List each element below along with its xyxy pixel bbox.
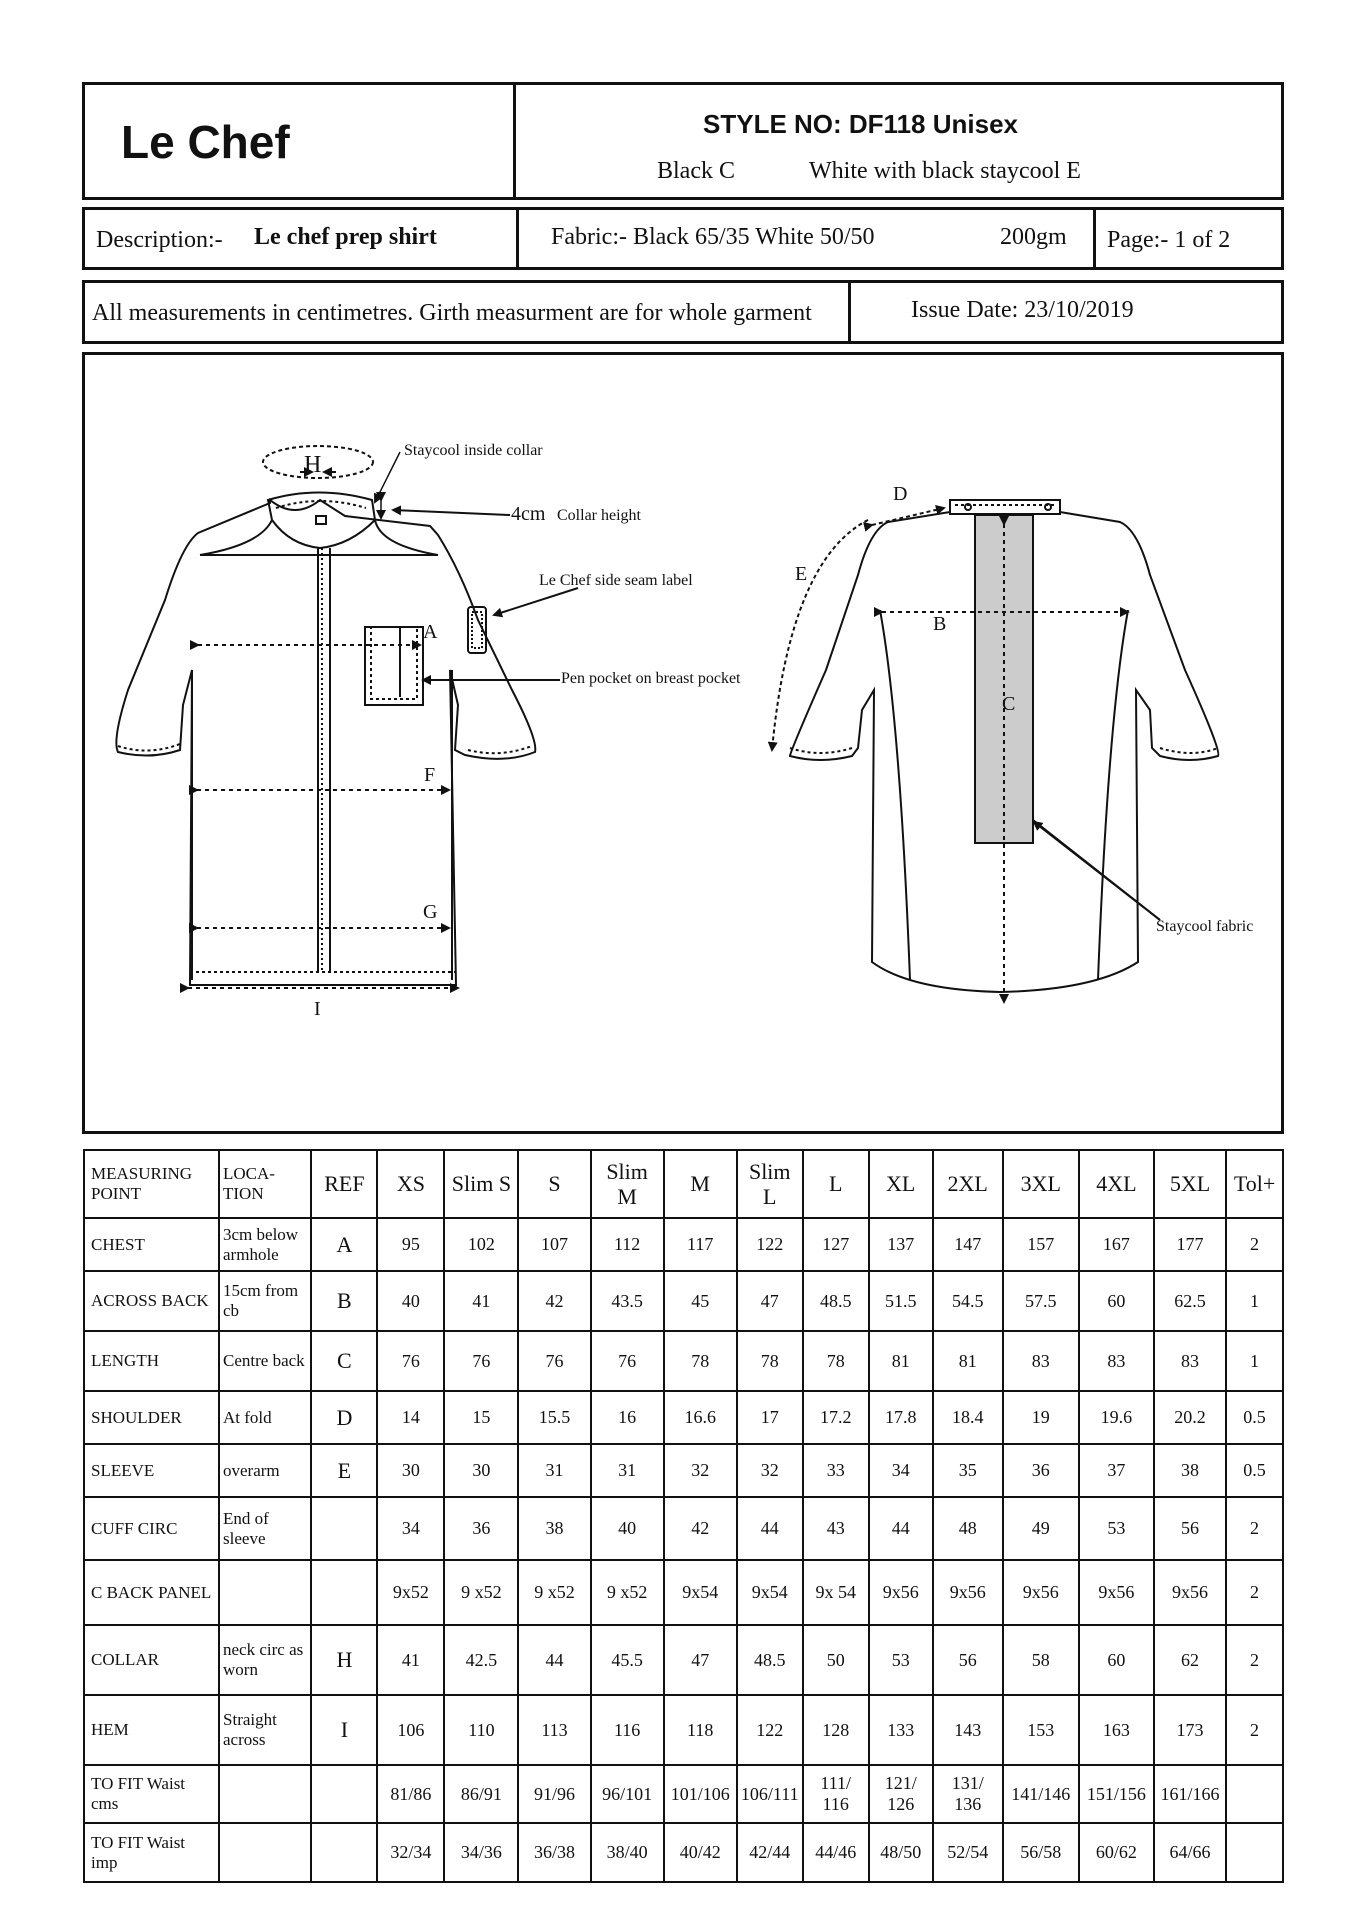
tolerance-cell: 0.5	[1226, 1444, 1283, 1497]
column-header: XL	[869, 1150, 933, 1218]
size-value-cell: 57.5	[1003, 1271, 1079, 1331]
tolerance-cell: 2	[1226, 1625, 1283, 1695]
tolerance-cell: 1	[1226, 1271, 1283, 1331]
location-cell: At fold	[219, 1391, 311, 1444]
size-value-cell: 40/42	[664, 1823, 737, 1882]
size-spec-table	[83, 1149, 1284, 1883]
ref-cell	[311, 1497, 377, 1560]
size-value-cell: 34/36	[444, 1823, 518, 1882]
table-header-row	[84, 1150, 1283, 1218]
size-value-cell: 37	[1079, 1444, 1154, 1497]
ref-cell: A	[311, 1218, 377, 1271]
column-header: Tol+	[1226, 1150, 1283, 1218]
size-value-cell: 113	[518, 1695, 590, 1765]
size-value-cell: 40	[377, 1271, 444, 1331]
description-value: Le chef prep shirt	[254, 224, 437, 250]
size-value-cell: 15	[444, 1391, 518, 1444]
tolerance-cell: 2	[1226, 1560, 1283, 1625]
size-value-cell: 9x56	[1079, 1560, 1154, 1625]
size-value-cell: 117	[664, 1218, 737, 1271]
size-value-cell: 16	[591, 1391, 664, 1444]
column-header: MEASURING POINT	[84, 1150, 219, 1218]
size-value-cell: 128	[803, 1695, 869, 1765]
size-value-cell: 32	[664, 1444, 737, 1497]
column-header: XS	[377, 1150, 444, 1218]
size-value-cell: 60	[1079, 1625, 1154, 1695]
size-value-cell: 32/34	[377, 1823, 444, 1882]
size-value-cell: 17	[737, 1391, 803, 1444]
size-value-cell: 81/86	[377, 1765, 444, 1823]
size-value-cell: 9x54	[737, 1560, 803, 1625]
size-value-cell: 48.5	[803, 1271, 869, 1331]
location-cell: Straight across	[219, 1695, 311, 1765]
size-value-cell: 157	[1003, 1218, 1079, 1271]
measuring-point-cell: HEM	[84, 1695, 219, 1765]
size-value-cell: 147	[933, 1218, 1003, 1271]
size-value-cell: 9x56	[1154, 1560, 1226, 1625]
column-header: 2XL	[933, 1150, 1003, 1218]
column-header: Slim L	[737, 1150, 803, 1218]
measuring-point-cell: TO FIT Waist imp	[84, 1823, 219, 1882]
table-row	[84, 1391, 1283, 1444]
ref-cell: H	[311, 1625, 377, 1695]
size-value-cell: 14	[377, 1391, 444, 1444]
size-value-cell: 116	[591, 1695, 664, 1765]
front-shirt	[116, 446, 578, 988]
size-value-cell: 131/ 136	[933, 1765, 1003, 1823]
size-value-cell: 41	[377, 1625, 444, 1695]
ref-label-b: B	[933, 613, 947, 635]
ref-cell: D	[311, 1391, 377, 1444]
size-value-cell: 62.5	[1154, 1271, 1226, 1331]
size-value-cell: 44/46	[803, 1823, 869, 1882]
label-staycool-collar: Staycool inside collar	[404, 442, 543, 459]
size-value-cell: 31	[591, 1444, 664, 1497]
table-row	[84, 1497, 1283, 1560]
tolerance-cell: 2	[1226, 1695, 1283, 1765]
size-value-cell: 76	[591, 1331, 664, 1391]
ref-label-g: G	[423, 901, 438, 923]
size-value-cell: 112	[591, 1218, 664, 1271]
measuring-point-cell: SLEEVE	[84, 1444, 219, 1497]
ref-label-i: I	[314, 998, 321, 1020]
tolerance-cell: 2	[1226, 1218, 1283, 1271]
measuring-point-cell: C BACK PANEL	[84, 1560, 219, 1625]
table-row	[84, 1271, 1283, 1331]
size-value-cell: 15.5	[518, 1391, 590, 1444]
size-value-cell: 19	[1003, 1391, 1079, 1444]
measuring-point-cell: SHOULDER	[84, 1391, 219, 1444]
location-cell: 3cm below armhole	[219, 1218, 311, 1271]
size-value-cell: 133	[869, 1695, 933, 1765]
column-header: Slim M	[591, 1150, 664, 1218]
size-value-cell: 42/44	[737, 1823, 803, 1882]
size-value-cell: 30	[444, 1444, 518, 1497]
size-value-cell: 41	[444, 1271, 518, 1331]
size-value-cell: 78	[803, 1331, 869, 1391]
size-value-cell: 34	[377, 1497, 444, 1560]
table-row	[84, 1444, 1283, 1497]
measuring-point-cell: CUFF CIRC	[84, 1497, 219, 1560]
table-row	[84, 1625, 1283, 1695]
size-value-cell: 9x 54	[803, 1560, 869, 1625]
size-value-cell: 137	[869, 1218, 933, 1271]
size-value-cell: 83	[1003, 1331, 1079, 1391]
ref-label-d: D	[893, 483, 908, 505]
ref-cell: I	[311, 1695, 377, 1765]
size-value-cell: 9 x52	[518, 1560, 590, 1625]
size-value-cell: 95	[377, 1218, 444, 1271]
style-number: STYLE NO: DF118 Unisex	[703, 109, 1018, 139]
column-header: 4XL	[1079, 1150, 1154, 1218]
label-staycool-fabric: Staycool fabric	[1156, 918, 1254, 935]
ref-cell	[311, 1823, 377, 1882]
tolerance-cell	[1226, 1823, 1283, 1882]
size-value-cell: 111/ 116	[803, 1765, 869, 1823]
size-value-cell: 76	[518, 1331, 590, 1391]
size-value-cell: 50	[803, 1625, 869, 1695]
size-value-cell: 47	[664, 1625, 737, 1695]
tolerance-cell: 0.5	[1226, 1391, 1283, 1444]
label-pen-pocket: Pen pocket on breast pocket	[561, 670, 741, 687]
ref-cell	[311, 1765, 377, 1823]
back-shirt	[772, 500, 1218, 1002]
measuring-point-cell: LENGTH	[84, 1331, 219, 1391]
location-cell: overarm	[219, 1444, 311, 1497]
ref-label-a: A	[423, 621, 438, 643]
size-value-cell: 17.2	[803, 1391, 869, 1444]
size-value-cell: 122	[737, 1218, 803, 1271]
size-value-cell: 35	[933, 1444, 1003, 1497]
tolerance-cell: 1	[1226, 1331, 1283, 1391]
size-value-cell: 64/66	[1154, 1823, 1226, 1882]
size-value-cell: 51.5	[869, 1271, 933, 1331]
size-value-cell: 167	[1079, 1218, 1154, 1271]
size-value-cell: 43	[803, 1497, 869, 1560]
size-value-cell: 9x52	[377, 1560, 444, 1625]
size-value-cell: 17.8	[869, 1391, 933, 1444]
location-cell: 15cm from cb	[219, 1271, 311, 1331]
size-value-cell: 36	[444, 1497, 518, 1560]
location-cell: Centre back	[219, 1331, 311, 1391]
size-value-cell: 81	[869, 1331, 933, 1391]
size-value-cell: 106/111	[737, 1765, 803, 1823]
size-value-cell: 110	[444, 1695, 518, 1765]
size-value-cell: 49	[1003, 1497, 1079, 1560]
ref-label-h: H	[304, 452, 322, 478]
fabric-text: Fabric:- Black 65/35 White 50/50	[551, 224, 875, 250]
ref-cell	[311, 1560, 377, 1625]
size-value-cell: 86/91	[444, 1765, 518, 1823]
size-value-cell: 106	[377, 1695, 444, 1765]
ref-label-f: F	[424, 764, 436, 786]
size-value-cell: 54.5	[933, 1271, 1003, 1331]
size-value-cell: 20.2	[1154, 1391, 1226, 1444]
size-value-cell: 76	[377, 1331, 444, 1391]
measuring-point-cell: CHEST	[84, 1218, 219, 1271]
size-value-cell: 9x56	[869, 1560, 933, 1625]
table-row	[84, 1218, 1283, 1271]
size-value-cell: 38/40	[591, 1823, 664, 1882]
size-value-cell: 40	[591, 1497, 664, 1560]
size-value-cell: 36/38	[518, 1823, 590, 1882]
tolerance-cell	[1226, 1765, 1283, 1823]
ref-label-c: C	[1002, 693, 1016, 715]
size-value-cell: 161/166	[1154, 1765, 1226, 1823]
size-value-cell: 53	[869, 1625, 933, 1695]
size-value-cell: 18.4	[933, 1391, 1003, 1444]
size-value-cell: 78	[737, 1331, 803, 1391]
table-row	[84, 1331, 1283, 1391]
issue-date: Issue Date: 23/10/2019	[911, 297, 1134, 323]
size-value-cell: 9 x52	[444, 1560, 518, 1625]
size-value-cell: 60/62	[1079, 1823, 1154, 1882]
size-value-cell: 44	[518, 1625, 590, 1695]
ref-label-e: E	[795, 563, 808, 585]
ref-cell: E	[311, 1444, 377, 1497]
column-header: 5XL	[1154, 1150, 1226, 1218]
size-value-cell: 127	[803, 1218, 869, 1271]
table-row	[84, 1560, 1283, 1625]
size-value-cell: 42	[664, 1497, 737, 1560]
column-header: S	[518, 1150, 590, 1218]
size-value-cell: 38	[1154, 1444, 1226, 1497]
size-value-cell: 9x56	[1003, 1560, 1079, 1625]
size-value-cell: 60	[1079, 1271, 1154, 1331]
ref-cell: B	[311, 1271, 377, 1331]
size-value-cell: 45.5	[591, 1625, 664, 1695]
size-value-cell: 45	[664, 1271, 737, 1331]
size-value-cell: 83	[1079, 1331, 1154, 1391]
size-value-cell: 31	[518, 1444, 590, 1497]
size-value-cell: 81	[933, 1331, 1003, 1391]
size-value-cell: 122	[737, 1695, 803, 1765]
size-value-cell: 44	[869, 1497, 933, 1560]
size-value-cell: 177	[1154, 1218, 1226, 1271]
size-value-cell: 143	[933, 1695, 1003, 1765]
column-header: REF	[311, 1150, 377, 1218]
location-cell	[219, 1765, 311, 1823]
location-cell	[219, 1823, 311, 1882]
size-value-cell: 53	[1079, 1497, 1154, 1560]
size-value-cell: 30	[377, 1444, 444, 1497]
size-value-cell: 102	[444, 1218, 518, 1271]
size-value-cell: 141/146	[1003, 1765, 1079, 1823]
fabric-weight: 200gm	[1000, 224, 1067, 250]
column-header: Slim S	[444, 1150, 518, 1218]
size-value-cell: 52/54	[933, 1823, 1003, 1882]
size-value-cell: 9x54	[664, 1560, 737, 1625]
size-value-cell: 121/ 126	[869, 1765, 933, 1823]
size-value-cell: 91/96	[518, 1765, 590, 1823]
column-header: 3XL	[1003, 1150, 1079, 1218]
size-value-cell: 48	[933, 1497, 1003, 1560]
table-row	[84, 1765, 1283, 1823]
measuring-point-cell: ACROSS BACK	[84, 1271, 219, 1331]
size-value-cell: 101/106	[664, 1765, 737, 1823]
size-value-cell: 163	[1079, 1695, 1154, 1765]
size-value-cell: 96/101	[591, 1765, 664, 1823]
brand-name: Le Chef	[121, 116, 290, 168]
size-value-cell: 43.5	[591, 1271, 664, 1331]
size-value-cell: 173	[1154, 1695, 1226, 1765]
size-value-cell: 47	[737, 1271, 803, 1331]
size-value-cell: 32	[737, 1444, 803, 1497]
table-row	[84, 1695, 1283, 1765]
size-value-cell: 38	[518, 1497, 590, 1560]
size-value-cell: 151/156	[1079, 1765, 1154, 1823]
size-value-cell: 36	[1003, 1444, 1079, 1497]
size-value-cell: 34	[869, 1444, 933, 1497]
label-collar-height-value: 4cm	[511, 503, 546, 525]
ref-cell: C	[311, 1331, 377, 1391]
size-value-cell: 19.6	[1079, 1391, 1154, 1444]
colour-white: White with black staycool E	[809, 158, 1081, 184]
description-label: Description:-	[96, 227, 223, 253]
size-value-cell: 76	[444, 1331, 518, 1391]
size-value-cell: 118	[664, 1695, 737, 1765]
size-value-cell: 56/58	[1003, 1823, 1079, 1882]
size-value-cell: 9x56	[933, 1560, 1003, 1625]
location-cell	[219, 1560, 311, 1625]
size-value-cell: 153	[1003, 1695, 1079, 1765]
colour-black: Black C	[657, 158, 735, 184]
tolerance-cell: 2	[1226, 1497, 1283, 1560]
size-value-cell: 56	[933, 1625, 1003, 1695]
size-value-cell: 48.5	[737, 1625, 803, 1695]
column-header: L	[803, 1150, 869, 1218]
size-value-cell: 58	[1003, 1625, 1079, 1695]
page-number: Page:- 1 of 2	[1107, 227, 1231, 253]
measuring-point-cell: COLLAR	[84, 1625, 219, 1695]
size-value-cell: 16.6	[664, 1391, 737, 1444]
size-value-cell: 62	[1154, 1625, 1226, 1695]
measurement-note: All measurements in centimetres. Girth measurment are for whole garment	[92, 300, 812, 326]
size-value-cell: 83	[1154, 1331, 1226, 1391]
size-value-cell: 107	[518, 1218, 590, 1271]
size-value-cell: 42.5	[444, 1625, 518, 1695]
size-value-cell: 33	[803, 1444, 869, 1497]
size-value-cell: 56	[1154, 1497, 1226, 1560]
label-collar-height: Collar height	[557, 507, 641, 524]
column-header: M	[664, 1150, 737, 1218]
size-value-cell: 44	[737, 1497, 803, 1560]
measuring-point-cell: TO FIT Waist cms	[84, 1765, 219, 1823]
location-cell: End of sleeve	[219, 1497, 311, 1560]
table-row	[84, 1823, 1283, 1882]
size-value-cell: 42	[518, 1271, 590, 1331]
column-header: LOCA-TION	[219, 1150, 311, 1218]
size-value-cell: 78	[664, 1331, 737, 1391]
size-value-cell: 9 x52	[591, 1560, 664, 1625]
location-cell: neck circ as worn	[219, 1625, 311, 1695]
label-side-seam: Le Chef side seam label	[539, 572, 693, 589]
size-value-cell: 48/50	[869, 1823, 933, 1882]
